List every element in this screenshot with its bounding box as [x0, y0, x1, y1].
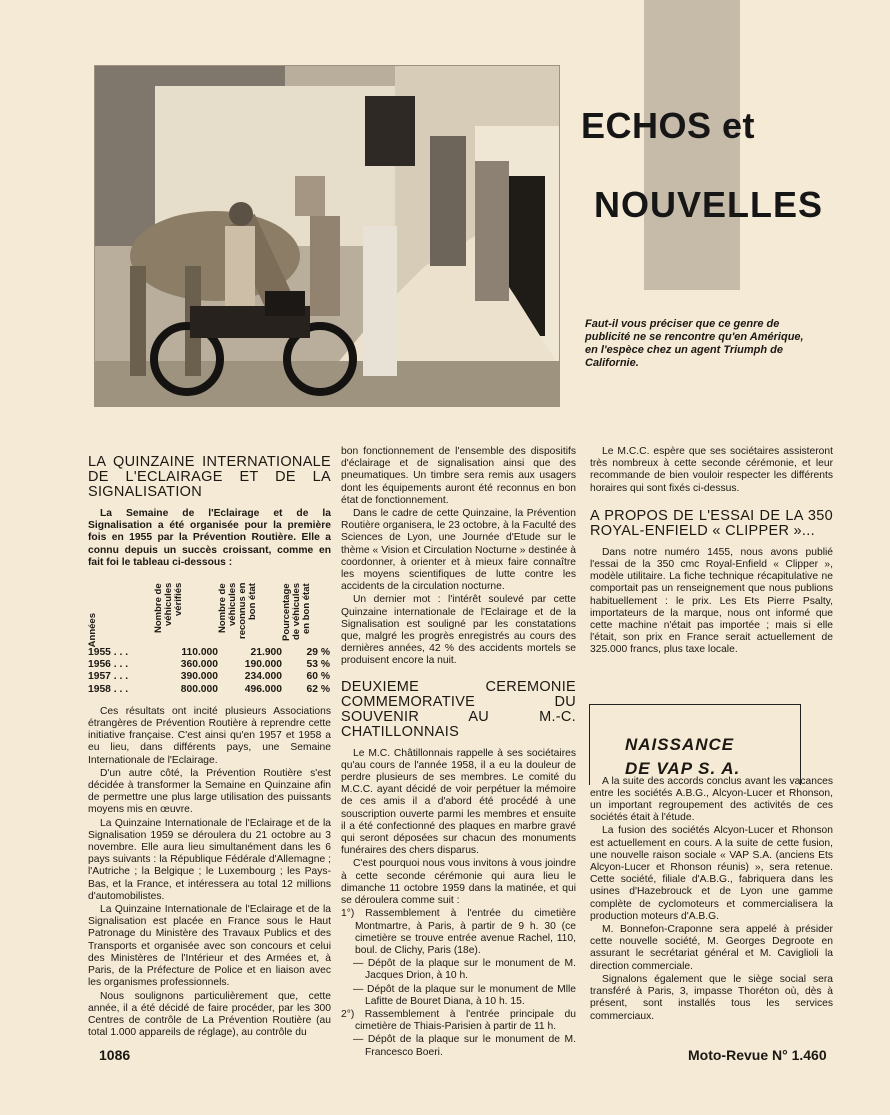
- paragraph: D'un autre côté, la Prévention Routière s'est décidée à transformer la Semaine en Quinzaine afin de permettre une plus large utilisation des puissants moyens mis en œuvre.: [88, 767, 331, 816]
- list-item: — Dépôt de la plaque sur le monument de Mlle Lafitte de Bouret Diana, à 10 h. 15.: [353, 983, 576, 1007]
- table-row: [88, 671, 331, 683]
- article-heading-quinzaine: LA QUINZAINE INTERNATIONALE DE L'ECLAIRAGE ET DE LA SIGNALISATION: [88, 454, 331, 500]
- table-cell-year: 1955 . . .: [88, 647, 129, 659]
- paragraph: A la suite des accords conclus avant les vacances entre les sociétés A.B.G., Alcyon-Lucer et Rhonson, un important regroupement des activités de ces sociétés était à l'étude.: [590, 775, 833, 824]
- table-row: [88, 647, 331, 659]
- paragraph: Un dernier mot : l'intérêt soulevé par cette Quinzaine internationale de l'Eclairage et de la Signalisation est souligné par les constatations que, malgré les progrès enregistrés au cours des dernières années, 42 % des accidents mortels se produisent encore la nuit.: [341, 594, 576, 667]
- table-cell-good: 21.900: [250, 647, 282, 659]
- photo-caption: Faut-il vous préciser que ce genre de publicité ne se rencontre qu'en Amérique, en l'espèce chez un agent Triumph de Californie.: [585, 318, 804, 369]
- paragraph: Signalons également que le siège social sera transféré à Paris, 3, impasse Thoréton où, dès à présent, sont installés tous les services commerciaux.: [590, 973, 833, 1022]
- table-header-verified: Nombre de véhicules vérifiés: [153, 583, 184, 633]
- paragraph: La Quinzaine Internationale de l'Eclairage et de la Signalisation 1959 se déroulera du 21 octobre au 3 novembre. Elle aura lieu simultanément dans les 6 pays suivants : la République Fédérale d'Allemagne ; l'Autriche ; la Belgique ; le Luxembourg ; les Pays-Bas, et la France, et intéressera au total 12 millions d'automobilistes.: [88, 817, 331, 902]
- paragraph: Nous soulignons particulièrement que, cette année, il a été décidé de faire procéder, par les 300 Centres de contrôle de La Prévention Routière (au total 1.000 appareils de réglage), au contrôle du: [88, 990, 331, 1039]
- boxed-heading: [625, 733, 740, 781]
- title-line-1: ECHOS et: [581, 105, 756, 146]
- paragraph: M. Bonnefon-Craponne sera appelé à présider cette nouvelle société, M. Georges Degroote en assurant le secrétariat général et M. Caviglioli la direction commerciale.: [590, 924, 833, 972]
- table-cell-good: 190.000: [244, 659, 282, 671]
- table-header-good-condition: Nombre de véhicules reconnus en bon état: [217, 583, 258, 640]
- table-cell-percent: 60 %: [306, 671, 330, 683]
- table-cell-year: 1958 . . .: [88, 683, 129, 695]
- table-cell-percent: 29 %: [306, 647, 330, 659]
- table-cell-verified: 360.000: [180, 659, 218, 671]
- paragraph: Ces résultats ont incité plusieurs Associations étrangères de Prévention Routière à reprendre cette initiative française. C'est ainsi qu'en 1957 et 1958 a eu lieu, dans différents pays, une Semaine Internationale de l'Eclairage.: [88, 705, 331, 766]
- table-header-years: Années: [87, 612, 98, 648]
- magazine-issue: Moto-Revue N° 1.460: [688, 1047, 827, 1063]
- photo-illustration: [95, 66, 559, 406]
- table-cell-year: 1956 . . .: [88, 659, 129, 671]
- list-item: — Dépôt de la plaque sur le monument de M. Jacques Drion, à 10 h.: [353, 958, 576, 982]
- paragraph: Dans notre numéro 1455, nous avons publié l'essai de la 350 cmc Royal-Enfield « Clipper », modèle utilitaire. La fiche technique récapitulative ne comportait pas un renseignement que nous publions habituellement : le prix. Les Ets Pierre Psalty, importateurs de la marque, nous ont informé que cette machine n'était pas importée ; mais si elle l'était, son prix en France serait actuellement de 325.000 francs, plus taxe locale.: [590, 546, 833, 656]
- table-cell-year: 1957 . . .: [88, 671, 129, 683]
- page-number: 1086: [99, 1047, 131, 1063]
- table-cell-percent: 53 %: [306, 659, 330, 671]
- paragraph: Dans le cadre de cette Quinzaine, la Prévention Routière organisera, le 23 octobre, à la Faculté des Sciences de Lyon, une Journée d'Etude sur le thème « Vision et Circulation Nocturne » destinée à coordonner, à orienter et à mieux faire connaître les moyens scientifiques de lutte contre les accidents de la circulation nocturne.: [341, 508, 576, 593]
- table-header-percentage: Pourcentage de véhicules en bon état: [281, 583, 312, 641]
- list-item: 2°) Rassemblement à l'entrée principale du cimetière de Thiais-Parisien à partir de 11 h.: [341, 1008, 576, 1033]
- table-row: [88, 684, 331, 696]
- table-cell-verified: 110.000: [181, 647, 218, 659]
- photo-motorcycle-advert: [94, 65, 560, 407]
- title-line-2: NOUVELLES: [594, 184, 824, 225]
- table-cell-good: 496.000: [244, 683, 282, 695]
- column-1: [88, 455, 331, 1040]
- paragraph: La fusion des sociétés Alcyon-Lucer et Rhonson est actuellement en cours. A la suite de cette fusion, une nouvelle raison sociale « VAP S.A. (anciens Ets Alcyon-Lucer et Rhonson réunis) », sera retenue. Cette société, filiale d'A.B.G., fabriquera dans les usines d'Hazebrouck et de Lyon une gamme complète de cyclomoteurs et commercialisera la production moteurs d'A.B.G.: [590, 825, 833, 922]
- paragraph: Le M.C.C. espère que ses sociétaires assisteront très nombreux à cette seconde cérémonie, et leur recommande de bien vouloir respecter les différents horaires qui sont fixés ci-dessus.: [590, 446, 833, 494]
- table-cell-good: 234.000: [244, 671, 282, 683]
- table-cell-verified: 390.000: [180, 671, 218, 683]
- box-title-line-2: DE VAP S. A.: [625, 759, 741, 778]
- list-item: — Dépôt de la plaque sur le monument de M. Francesco Boeri.: [353, 1034, 576, 1058]
- table-cell-verified: 800.000: [180, 683, 218, 695]
- list-item: 1°) Rassemblement à l'entrée du cimetière Montmartre, à Paris, à partir de 9 h. 30 (ce cimetière se trouve entrée avenue Rachel, 110, boul. de Clichy, Paris (18e).: [341, 908, 576, 956]
- table-row: [88, 659, 331, 671]
- column-2: [341, 446, 576, 1060]
- statistics-table: [88, 583, 331, 696]
- table-cell-percent: 62 %: [306, 683, 330, 695]
- article-heading-royal-enfield: A PROPOS DE L'ESSAI DE LA 350 ROYAL-ENFIELD « CLIPPER »...: [590, 507, 833, 539]
- article-intro: La Semaine de l'Eclairage et de la Signalisation a été organisée pour la première fois en 1955 par la Prévention Routière. Elle a connu depuis un succès croissant, comme en fait foi le tableau ci-dessous :: [88, 508, 331, 568]
- paragraph: La Quinzaine Internationale de l'Eclairage et de la Signalisation est placée en France sous le Haut Patronage du Ministère des Travaux Publics et des Transports et organisée avec son concours et celui des Ministères de l'Intérieur et des Armées et, à Paris, de la Préfecture de Police et en liaison avec les organismes professionnels.: [88, 904, 331, 989]
- paragraph: C'est pourquoi nous vous invitons à vous joindre à cette seconde cérémonie qui aura lieu le dimanche 11 octobre 1959 dans la matinée, et qui se déroulera comme suit :: [341, 858, 576, 907]
- paragraph: Le M.C. Châtillonnais rappelle à ses sociétaires qu'au cours de l'année 1958, il a eu la douleur de perdre plusieurs de ses membres. Le comité du M.C.C. ayant décidé de voir perpétuer la mémoire de ces amis il a d'abord été procédé à une souscription ouverte parmi les membres et ensuite il a été confectionné des plaques en marbre gravé qui seront déposées sur chacun des monuments funéraires des chers disparus.: [341, 747, 576, 857]
- box-title-line-1: NAISSANCE: [625, 735, 735, 754]
- table-header-row: [88, 583, 331, 647]
- article-heading-ceremonie: DEUXIEME CEREMONIE COMMEMORATIVE DU SOUVENIR AU M.-C. CHATILLONNAIS: [341, 678, 576, 740]
- paragraph: bon fonctionnement de l'ensemble des dispositifs d'éclairage et de signalisation ainsi que des pneumatiques. Un timbre sera remis aux usagers dont les équipements auront été reconnus en bon état de fonctionnement.: [341, 446, 576, 506]
